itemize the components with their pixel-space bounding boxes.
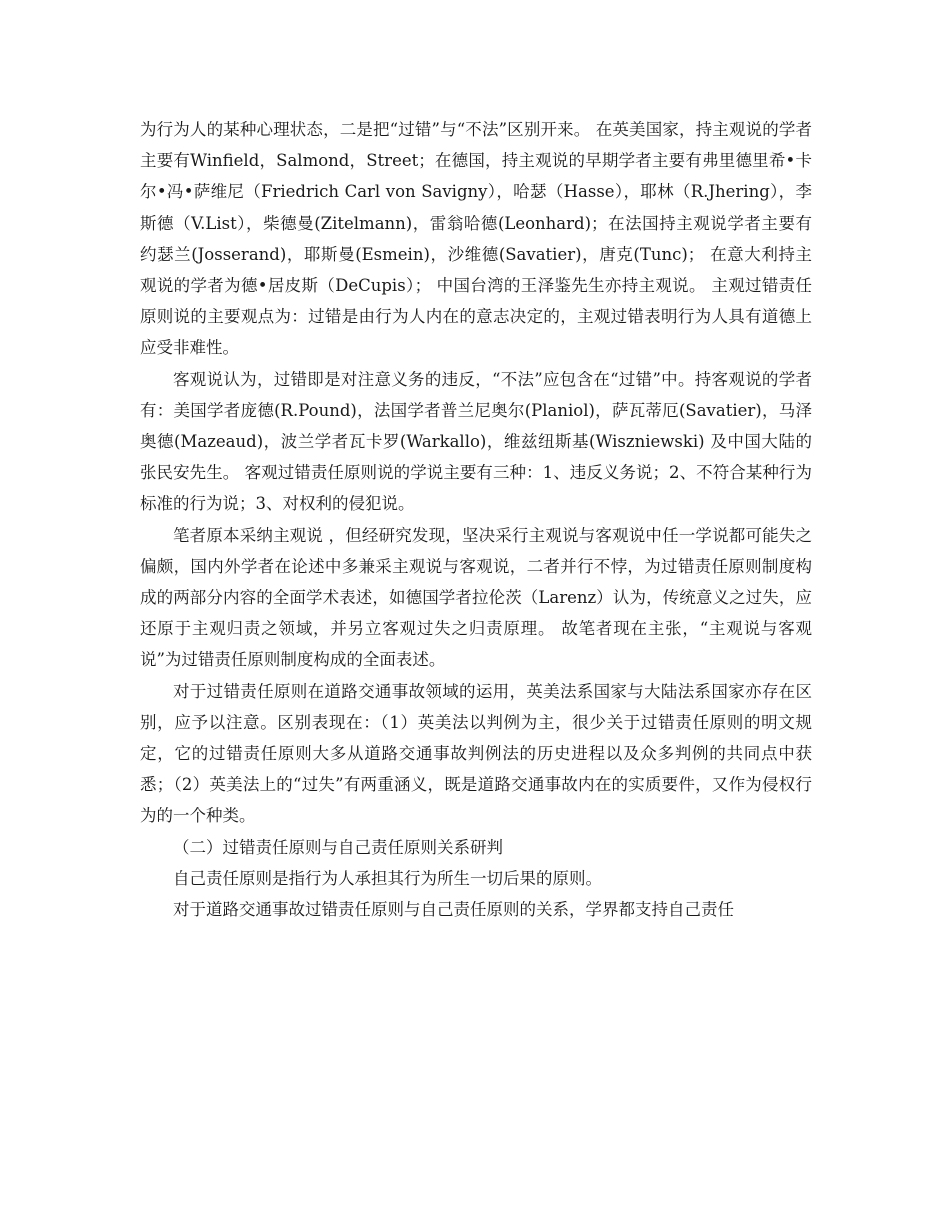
paragraph-author-view: 笔者原本采纳主观说 ，但经研究发现，坚决采行主观说与客观说中任一学说都可能失之偏颇，国内外学者在论述中多兼采主观说与客观说，二者并行不悖，为过错责任原则制度构成的两部分内容的全面学术表述，如德国学者拉伦茨（Larenz）认为，传统意义之过失，应还原于主观归责之领域，并另立客观过失之归责原理。 故笔者现在主张，“主观说与客观说”为过错责任原则制度构成的全面表述。 (140, 525, 812, 670)
document-body (140, 114, 812, 925)
paragraph-objective-theory: 客观说认为，过错即是对注意义务的违反，“不法”应包含在“过错”中。持客观说的学者有：美国学者庞德(R.Pound)，法国学者普兰尼奥尔(Planiol)，萨瓦蒂厄(Savatier)，马泽奥德(Mazeaud)，波兰学者瓦卡罗(Warkallo)，维兹纽斯基(Wiszniewski) 及中国大陆的张民安先生。 客观过错责任原则说的学说主要有三种：1、违反义务说；2、不符合某种行为标准的行为说；3、对权利的侵犯说。 (140, 369, 812, 514)
paragraph-subjective-theory: 为行为人的某种心理状态，二是把“过错”与“不法”区别开来。 在英美国家，持主观说的学者主要有Winfield，Salmond，Street；在德国，持主观说的早期学者主要有弗里德里希•卡尔•冯•萨维尼（Friedrich Carl von Savigny），哈瑟（Hasse），耶林（R.Jhering），李斯德（V.List），柴德曼(Zitelmann)，雷翁哈德(Leonhard)；在法国持主观说学者主要有约瑟兰(Josserand)，耶斯曼(Esmein)，沙维德(Savatier)，唐克(Tunc)； 在意大利持主观说的学者为德•居皮斯（DeCupis）； 中国台湾的王泽鉴先生亦持主观说。 主观过错责任原则说的主要观点为：过错是由行为人内在的意志决定的，主观过错表明行为人具有道德上应受非难性。 (140, 120, 812, 358)
paragraph-common-vs-civil-law: 对于过错责任原则在道路交通事故领域的运用，英美法系国家与大陆法系国家亦存在区别，应予以注意。区别表现在：（1）英美法以判例为主，很少关于过错责任原则的明文规定，它的过错责任原则大多从道路交通事故判例法的历史进程以及众多判例的共同点中获悉；（2）英美法上的“过失”有两重涵义，既是道路交通事故内在的实质要件，又作为侵权行为的一个种类。 (140, 681, 812, 826)
section-heading: （二）过错责任原则与自己责任原则关系研判 (173, 837, 503, 857)
paragraph-self-responsibility-definition: 自己责任原则是指行为人承担其行为所生一切后果的原则。 (173, 868, 602, 888)
paragraph-relationship: 对于道路交通事故过错责任原则与自己责任原则的关系，学界都支持自己责任 (173, 900, 734, 920)
